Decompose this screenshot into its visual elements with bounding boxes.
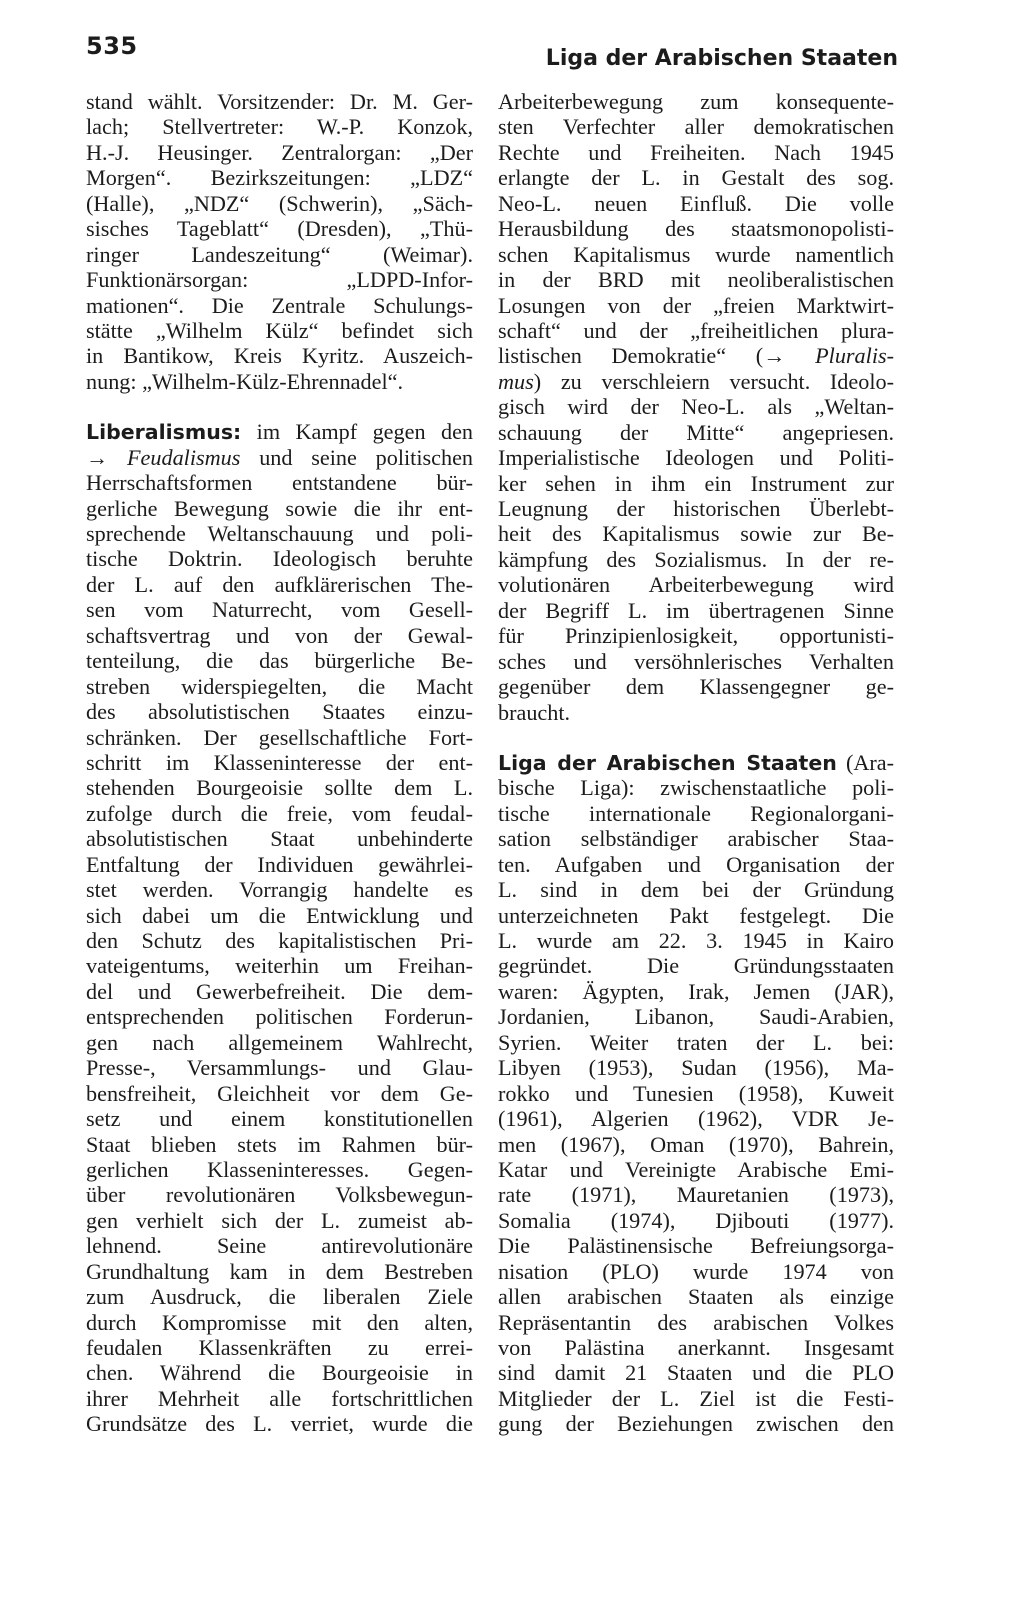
text-line: Katar und Vereinigte Arabische Emi-: [498, 1156, 894, 1182]
text-line: Libyen (1953), Sudan (1956), Ma-: [498, 1055, 894, 1081]
text-line: (Halle), „NDZ“ (Schwerin), „Säch-: [86, 190, 473, 216]
text-line: gung der Beziehungen zwischen den: [498, 1411, 894, 1437]
text-line: Repräsentantin des arabischen Volkes: [498, 1309, 894, 1335]
text-line: L. sind in dem bei der Gründung: [498, 877, 894, 903]
text-line: Morgen“. Bezirkszeitungen: „LDZ“: [86, 165, 473, 191]
text-line: gisch wird der Neo-L. als „Weltan-: [498, 394, 894, 420]
page-number: 535: [86, 32, 138, 60]
text-line: schränken. Der gesellschaftliche Fort-: [86, 724, 473, 750]
text-line: stand wählt. Vorsitzender: Dr. M. Ger-: [86, 89, 473, 114]
entry-liberalismus-continuation: [498, 89, 894, 725]
text-line: Herausbildung des staatsmonopolisti-: [498, 216, 894, 242]
text-line: Grundhaltung kam in dem Bestreben: [86, 1258, 473, 1284]
text-line: schaft“ und der „freiheitlichen plura-: [498, 317, 894, 343]
text-line: mationen“. Die Zentrale Schulungs-: [86, 292, 473, 318]
text-line: tische Doktrin. Ideologisch beruhte: [86, 546, 473, 572]
entry-headword: Liberalismus:: [86, 420, 242, 445]
text-line: Jordanien, Libanon, Saudi-Arabien,: [498, 1004, 894, 1030]
text-line: Somalia (1974), Djibouti (1977).: [498, 1207, 894, 1233]
text-line: für Prinzipienlosigkeit, opportunisti-: [498, 623, 894, 649]
text-line: H.-J. Heusinger. Zentralorgan: „Der: [86, 139, 473, 165]
text-line: sind damit 21 Staaten und die PLO: [498, 1360, 894, 1386]
text-line: del und Gewerbefreiheit. Die dem-: [86, 978, 473, 1004]
text-line: zum Ausdruck, die liberalen Ziele: [86, 1284, 473, 1310]
text-line: sches und versöhnlerisches Verhalten: [498, 648, 894, 674]
text-line: des absolutistischen Staates einzu-: [86, 699, 473, 725]
text-line: gegenüber dem Klassengegner ge-: [498, 674, 894, 700]
arrow-right-icon: →: [86, 444, 109, 470]
text-line: Staat blieben stets im Rahmen bür-: [86, 1131, 473, 1157]
text-line: nung: „Wilhelm-Külz-Ehrennadel“.: [86, 368, 404, 394]
text-line: (1961), Algerien (1962), VDR Je-: [498, 1106, 894, 1132]
text-line: schauung der Mitte“ angepriesen.: [498, 419, 894, 445]
text-line: Leugnung der historischen Überlebt-: [498, 496, 894, 521]
text-fragment: listischen Demokratie“ (: [498, 343, 764, 369]
right-column: [498, 89, 894, 1437]
text-line: rate (1971), Mauretanien (1973),: [498, 1182, 894, 1208]
xref-line: [498, 343, 894, 368]
text-line: sen vom Naturrecht, vom Gesell-: [86, 597, 473, 623]
xref-word: Pluralis-: [815, 343, 894, 369]
text-line: Neo-L. neuen Einfluß. Die volle: [498, 190, 894, 216]
text-line: sprechende Weltanschauung und poli-: [86, 521, 473, 546]
text-line: gegründet. Die Gründungsstaaten: [498, 953, 894, 979]
text-fragment: und seine politischen: [259, 444, 473, 470]
text-line: nisation (PLO) wurde 1974 von: [498, 1258, 894, 1284]
text-line: entsprechenden politischen Forderun-: [86, 1004, 473, 1030]
text-line: rokko und Tunesien (1958), Kuweit: [498, 1080, 894, 1106]
text-line: ten. Aufgaben und Organisation der: [498, 851, 894, 877]
ldpd-entry-continuation: [86, 89, 473, 394]
entry-first-line: [498, 750, 894, 775]
text-line: heit des Kapitalismus sowie zur Be-: [498, 521, 894, 547]
entry-first-line: [86, 419, 473, 444]
entry-liga: [498, 750, 894, 1437]
text-line: zufolge durch die freie, vom feudal-: [86, 800, 473, 826]
text-line: schen Kapitalismus wurde namentlich: [498, 241, 894, 267]
text-line: ihrer Mehrheit alle fortschrittlichen: [86, 1385, 473, 1411]
text-line: gerliche Bewegung sowie die ihr ent-: [86, 495, 473, 521]
text-line: absolutistischen Staat unbehinderte: [86, 826, 473, 852]
xref-line: [498, 369, 894, 394]
text-line: bische Liga): zwischenstaatliche poli-: [498, 775, 894, 801]
cross-reference[interactable]: [86, 445, 240, 470]
text-line: Rechte und Freiheiten. Nach 1945: [498, 139, 894, 165]
text-fragment: (Ara-: [845, 749, 894, 775]
text-line: waren: Ägypten, Irak, Jemen (JAR),: [498, 978, 894, 1004]
text-line: streben widerspiegelten, die Macht: [86, 673, 473, 699]
text-line: Arbeiterbewegung zum konsequente-: [498, 89, 894, 114]
text-line: ker sehen in ihm ein Instrument zur: [498, 470, 894, 496]
text-line: schritt im Klasseninteresse der ent-: [86, 749, 473, 775]
text-line: volutionären Arbeiterbewegung wird: [498, 572, 894, 598]
text-line: der L. auf den aufklärerischen The-: [86, 571, 473, 597]
text-line: allen arabischen Staaten als einzige: [498, 1284, 894, 1310]
text-line: braucht.: [498, 699, 571, 725]
text-line: men (1967), Oman (1970), Bahrein,: [498, 1131, 894, 1157]
text-line: gen verhielt sich der L. zumeist ab-: [86, 1207, 473, 1233]
text-line: tenteilung, die das bürgerliche Be-: [86, 648, 473, 674]
text-line: L. wurde am 22. 3. 1945 in Kairo: [498, 928, 894, 953]
left-column: [86, 89, 473, 1437]
text-line: über revolutionären Volksbewegun-: [86, 1182, 473, 1208]
text-line: Funktionärsorgan: „LDPD-Infor-: [86, 267, 473, 293]
text-line: Entfaltung der Individuen gewährlei-: [86, 851, 473, 877]
text-line: von Palästina anerkannt. Insgesamt: [498, 1335, 894, 1360]
text-line: feudalen Klassenkräften zu errei-: [86, 1335, 473, 1360]
cross-reference-cont[interactable]: mus: [498, 368, 534, 394]
text-line: stehenden Bourgeoisie sollte dem L.: [86, 775, 473, 801]
xref-word: Feudalismus: [126, 444, 241, 470]
text-line: stet werden. Vorrangig handelte es: [86, 877, 473, 903]
text-line: sation selbständiger arabischer Staa-: [498, 826, 894, 852]
arrow-right-icon: →: [763, 343, 786, 369]
text-line: sich dabei um die Entwicklung und: [86, 902, 473, 928]
text-line: lehnend. Seine antirevolutionäre: [86, 1233, 473, 1259]
text-line: Presse-, Versammlungs- und Glau-: [86, 1055, 473, 1081]
text-line: chen. Während die Bourgeoisie in: [86, 1360, 473, 1386]
text-line: setz und einem konstitutionellen: [86, 1106, 473, 1132]
text-line: Imperialistische Ideologen und Politi-: [498, 445, 894, 471]
entry-liberalismus: [86, 419, 473, 1437]
text-line: stätte „Wilhelm Külz“ befindet sich: [86, 317, 473, 343]
text-fragment: im Kampf gegen den: [256, 419, 473, 445]
text-line: unterzeichneten Pakt festgelegt. Die: [498, 902, 894, 928]
entry-gap: [86, 394, 473, 419]
text-line: durch Kompromisse mit den alten,: [86, 1309, 473, 1335]
text-line: bensfreiheit, Gleichheit vor dem Ge-: [86, 1080, 473, 1106]
text-line: der Begriff L. im übertragenen Sinne: [498, 597, 894, 623]
text-line: schaftsvertrag und von der Gewal-: [86, 622, 473, 648]
text-line: Herrschaftsformen entstandene bür-: [86, 470, 473, 496]
text-fragment: ) zu verschleiern versucht. Ideolo-: [533, 368, 894, 394]
running-head: Liga der Arabischen Staaten: [545, 46, 898, 71]
entry-headword: Liga der Arabischen Staaten: [498, 750, 837, 775]
text-line: Grundsätze des L. verriet, wurde die: [86, 1411, 473, 1437]
text-line: Losungen von der „freien Marktwirt-: [498, 292, 894, 318]
text-line: lach; Stellvertreter: W.-P. Konzok,: [86, 114, 473, 140]
text-line: gerlichen Klasseninteresses. Gegen-: [86, 1156, 473, 1182]
cross-reference[interactable]: [763, 343, 894, 368]
text-line: gen nach allgemeinem Wahlrecht,: [86, 1029, 473, 1055]
entry-gap: [498, 725, 894, 750]
text-line: erlangte der L. in Gestalt des sog.: [498, 165, 894, 191]
text-line: sisches Tageblatt“ (Dresden), „Thü-: [86, 216, 473, 242]
text-line: kämpfung des Sozialismus. In der re-: [498, 546, 894, 572]
text-line: in Bantikow, Kreis Kyritz. Auszeich-: [86, 343, 473, 369]
text-line: Die Palästinensische Befreiungsorga-: [498, 1233, 894, 1259]
text-line: den Schutz des kapitalistischen Pri-: [86, 928, 473, 953]
xref-line: [86, 445, 473, 470]
text-line: vateigentums, weiterhin um Freihan-: [86, 953, 473, 979]
text-line: Syrien. Weiter traten der L. bei:: [498, 1029, 894, 1055]
text-line: ringer Landeszeitung“ (Weimar).: [86, 241, 473, 267]
text-line: tische internationale Regionalorgani-: [498, 800, 894, 826]
text-line: sten Verfechter aller demokratischen: [498, 114, 894, 140]
text-line: in der BRD mit neoliberalistischen: [498, 267, 894, 293]
text-line: Mitglieder der L. Ziel ist die Festi-: [498, 1385, 894, 1411]
